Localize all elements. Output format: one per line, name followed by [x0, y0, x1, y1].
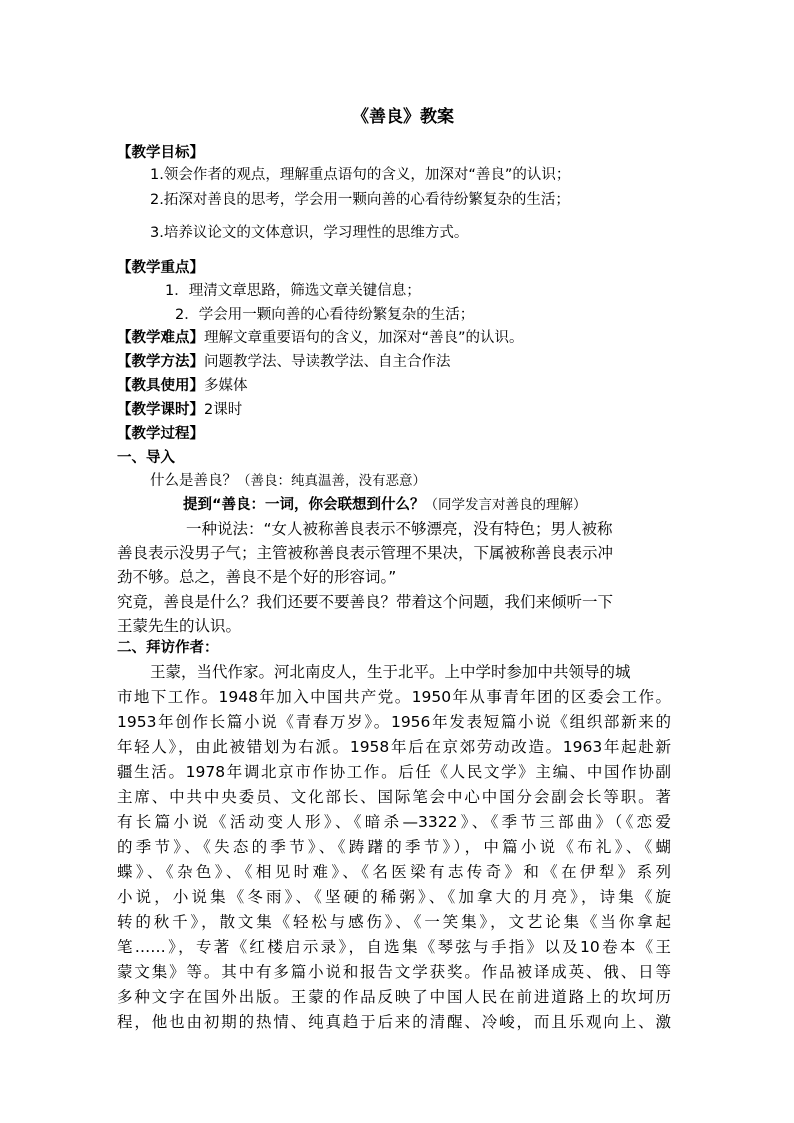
section-heading-focus: 【教学重点】: [117, 260, 204, 276]
method-text: 问题教学法、导读教学法、自主合作法: [204, 354, 451, 370]
tools-text: 多媒体: [204, 378, 248, 394]
author-line-5: 疆生活。1978年调北京市作协工作。后任《人民文学》主编、中国作协副: [117, 763, 671, 781]
author-heading: 二、拜访作者：: [117, 640, 219, 656]
intro-paragraph-1-line-3: 劲不够。总之，善良不是个好的形容词。”: [117, 568, 397, 586]
method-line: [117, 352, 451, 372]
intro-question-2: [183, 495, 587, 515]
intro-paragraph-2-line-1: 究竟，善良是什么？我们还要不要善良？带着这个问题，我们来倾听一下: [117, 593, 614, 611]
intro-question-1-text: 什么是善良？: [150, 473, 237, 489]
author-line-3: 1953年创作长篇小说《青春万岁》。1956年发表短篇小说《组织部新来的: [117, 713, 671, 731]
author-line-10: 小说，小说集《冬雨》、《坚硬的稀粥》、《加拿大的月亮》，诗集《旋: [117, 888, 671, 906]
focus-item-1: 1．理清文章思路，筛选文章关键信息；: [165, 283, 421, 299]
author-line-1: 王蒙，当代作家。河北南皮人，生于北平。上中学时参加中共领导的城: [150, 663, 631, 681]
intro-paragraph-1-line-1: 一种说法：“女人被称善良表示不够漂亮，没有特色；男人被称: [186, 520, 613, 538]
tools-line: [117, 376, 248, 396]
author-line-15: 程，他也由初期的热情、纯真趋于后来的清醒、冷峻，而且乐观向上、激: [117, 1013, 671, 1031]
author-line-8: 的季节》、《失态的季节》、《踌躇的季节》），中篇小说《布礼》、《蝴: [117, 838, 671, 856]
hours-line: [117, 400, 242, 420]
author-line-6: 主席、中共中央委员、文化部长、国际笔会中心中国分会副会长等职。著: [117, 788, 671, 806]
section-heading-method: 【教学方法】: [117, 354, 204, 370]
difficulty-text: 理解文章重要语句的含义，加深对“善良”的认识。: [204, 330, 524, 346]
section-heading-hours: 【教学课时】: [117, 402, 204, 418]
author-line-12: 笔……》，专著《红楼启示录》，自选集《琴弦与手指》以及10卷本《王: [117, 938, 671, 956]
objective-item-2: 2.拓深对善良的思考，学会用一颗向善的心看待纷繁复杂的生活；: [150, 192, 570, 208]
objective-item-1: 1.领会作者的观点，理解重点语句的含义，加深对“善良”的认识；: [150, 167, 571, 183]
author-line-13: 蒙文集》等。其中有多篇小说和报告文学获奖。作品被译成英、俄、日等: [117, 963, 671, 981]
author-line-4: 年轻人》，由此被错划为右派。1958年后在京郊劳动改造。1963年起赴新: [117, 738, 671, 756]
focus-item-2: 2．学会用一颗向善的心看待纷繁复杂的生活；: [175, 307, 475, 323]
intro-paragraph-2-line-2: 王蒙先生的认识。: [117, 617, 242, 635]
intro-question-2-text: 提到“善良：一词，你会联想到什么？: [183, 497, 425, 513]
difficulty-line: [117, 328, 524, 348]
intro-question-1: [150, 471, 426, 491]
intro-question-2-note: （同学发言对善良的理解）: [424, 497, 587, 513]
document-title: 《善良》教案: [352, 107, 454, 127]
intro-heading: 一、导入: [117, 450, 175, 466]
author-line-2: 市地下工作。1948年加入中国共产党。1950年从事青年团的区委会工作。: [117, 688, 671, 706]
author-line-7: 有长篇小说《活动变人形》、《暗杀—3322》、《季节三部曲》（《恋爱: [117, 813, 671, 831]
hours-text: 2课时: [204, 402, 243, 418]
section-heading-tools: 【教具使用】: [117, 378, 204, 394]
section-heading-process: 【教学过程】: [117, 426, 204, 442]
objective-item-3: 3.培养议论文的文体意识，学习理性的思维方式。: [150, 225, 469, 241]
author-line-11: 转的秋千》，散文集《轻松与感伤》、《一笑集》，文艺论集《当你拿起: [117, 913, 671, 931]
section-heading-objectives: 【教学目标】: [117, 145, 204, 161]
intro-paragraph-1-line-2: 善良表示没男子气；主管被称善良表示管理不果决，下属被称善良表示冲: [117, 544, 614, 562]
intro-question-1-note: （善良：纯真温善，没有恶意）: [237, 473, 426, 489]
section-heading-difficulty: 【教学难点】: [117, 330, 204, 346]
author-line-14: 多种文字在国外出版。王蒙的作品反映了中国人民在前进道路上的坎坷历: [117, 988, 671, 1006]
author-line-9: 蝶》、《杂色》、《相见时难》、《名医梁有志传奇》和《在伊犁》系列: [117, 863, 671, 881]
